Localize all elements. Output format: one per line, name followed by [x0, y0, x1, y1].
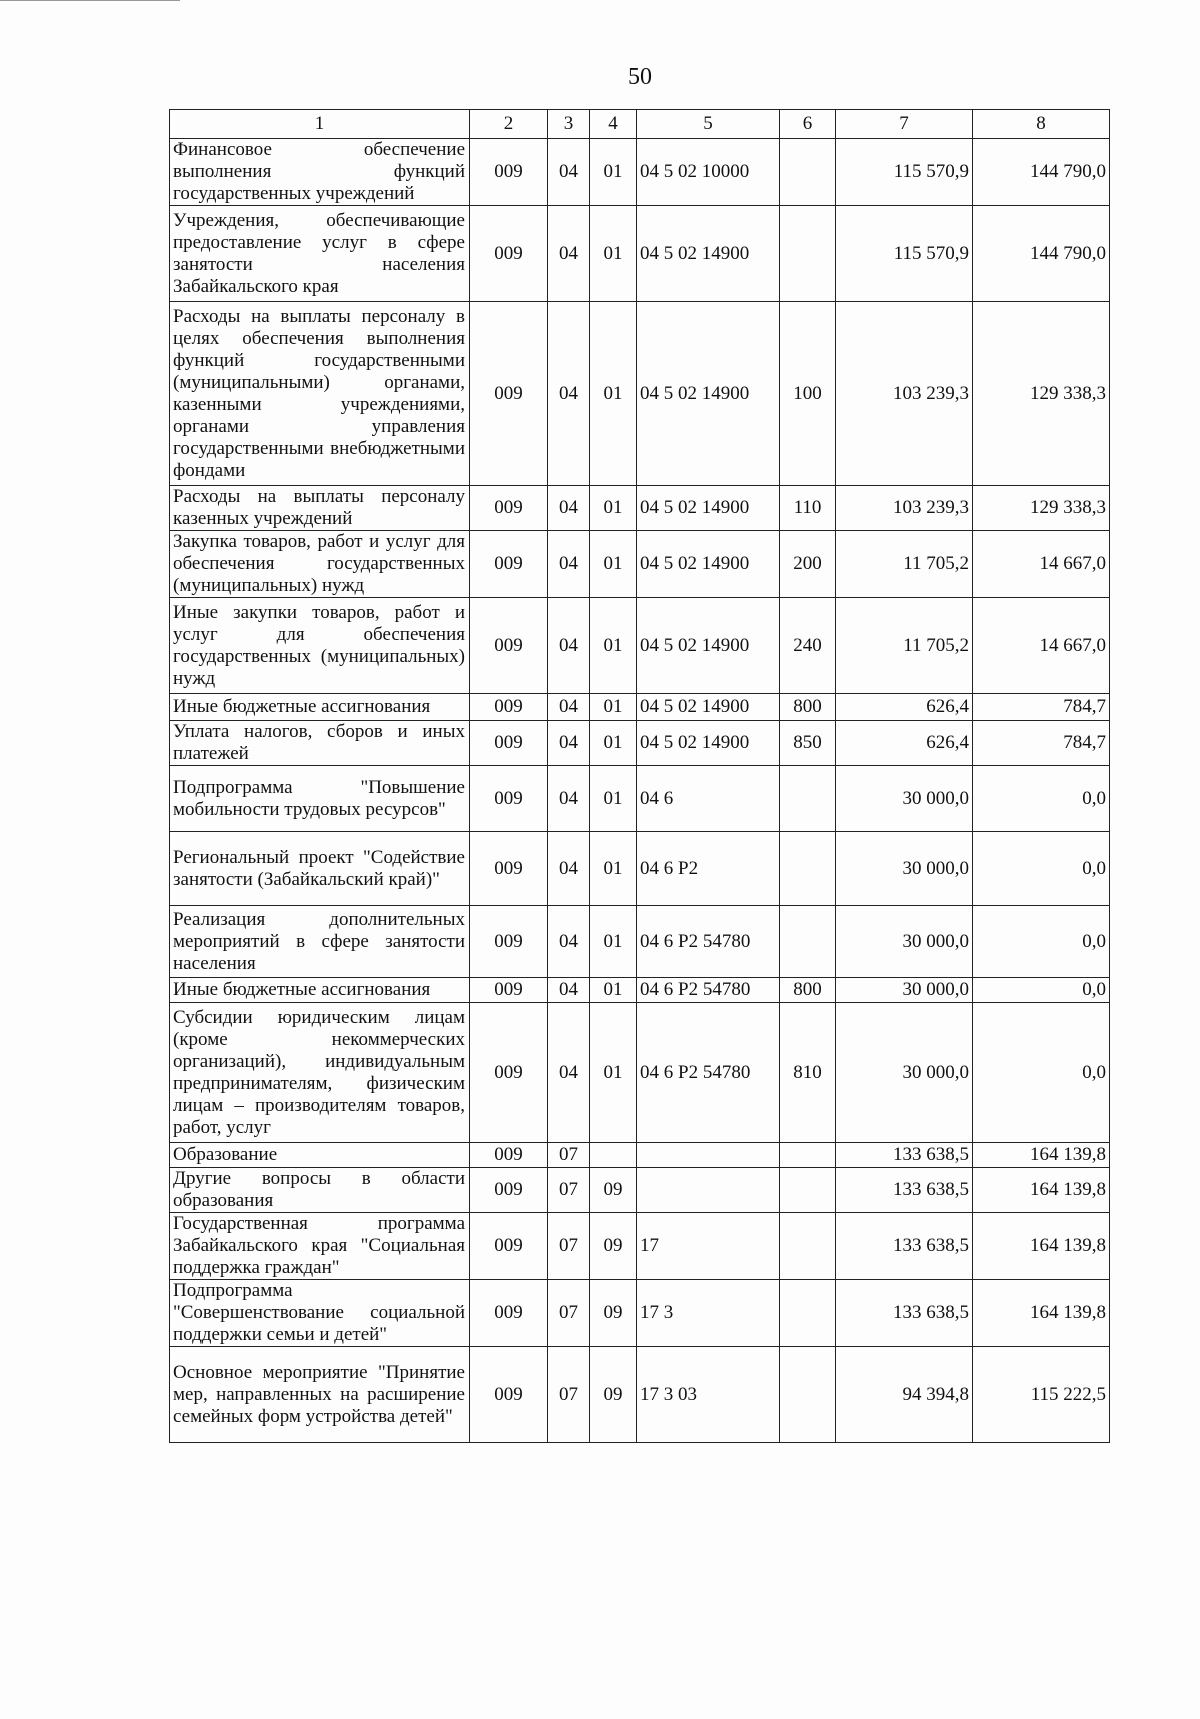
cell-target-article: 17 3	[637, 1280, 780, 1347]
budget-table	[169, 109, 1110, 1443]
cell-expense-type	[780, 1347, 836, 1443]
cell-admin-code: 009	[470, 978, 548, 1003]
table-row	[170, 139, 1110, 206]
table-header-row	[170, 110, 1110, 139]
column-header-2: 2	[470, 110, 548, 139]
cell-target-article: 04 6 P2	[637, 832, 780, 906]
cell-target-article: 04 5 02 10000	[637, 139, 780, 206]
cell-subsection: 01	[590, 1003, 637, 1143]
cell-admin-code: 009	[470, 694, 548, 721]
column-header-1: 1	[170, 110, 470, 139]
column-header-4: 4	[590, 110, 637, 139]
cell-name: Расходы на выплаты персоналу казенных учреждений	[170, 486, 470, 531]
cell-target-article: 04 6	[637, 766, 780, 832]
cell-expense-type	[780, 906, 836, 978]
cell-expense-type	[780, 206, 836, 302]
cell-target-article: 04 5 02 14900	[637, 694, 780, 721]
table-row	[170, 598, 1110, 694]
cell-target-article: 04 6 P2 54780	[637, 978, 780, 1003]
cell-target-article: 17	[637, 1213, 780, 1280]
cell-target-article: 04 6 P2 54780	[637, 1003, 780, 1143]
page-number: 50	[628, 64, 652, 90]
cell-admin-code: 009	[470, 832, 548, 906]
cell-amount-year1: 626,4	[836, 721, 973, 766]
table-row	[170, 1003, 1110, 1143]
table-row	[170, 1213, 1110, 1280]
cell-expense-type: 200	[780, 531, 836, 598]
cell-amount-year2: 14 667,0	[973, 531, 1110, 598]
cell-amount-year1: 103 239,3	[836, 486, 973, 531]
table-row	[170, 206, 1110, 302]
cell-admin-code: 009	[470, 906, 548, 978]
cell-target-article: 04 5 02 14900	[637, 531, 780, 598]
cell-amount-year2: 14 667,0	[973, 598, 1110, 694]
cell-section: 07	[548, 1213, 590, 1280]
cell-target-article	[637, 1143, 780, 1168]
cell-section: 04	[548, 721, 590, 766]
cell-name: Подпрограмма "Совершенствование социальной поддержки семьи и детей"	[170, 1280, 470, 1347]
cell-admin-code: 009	[470, 302, 548, 486]
cell-amount-year2: 129 338,3	[973, 486, 1110, 531]
cell-expense-type: 240	[780, 598, 836, 694]
cell-name: Реализация дополнительных мероприятий в сфере занятости населения	[170, 906, 470, 978]
cell-amount-year1: 11 705,2	[836, 531, 973, 598]
cell-amount-year2: 0,0	[973, 832, 1110, 906]
table-row	[170, 721, 1110, 766]
cell-name: Образование	[170, 1143, 470, 1168]
cell-section: 04	[548, 598, 590, 694]
cell-expense-type	[780, 1143, 836, 1168]
cell-subsection: 01	[590, 694, 637, 721]
cell-name: Субсидии юридическим лицам (кроме некоммерческих организаций), индивидуальным предпринимателям, физическим лицам – производителям товаров, работ, услуг	[170, 1003, 470, 1143]
cell-subsection: 01	[590, 978, 637, 1003]
cell-subsection: 01	[590, 721, 637, 766]
table-row	[170, 302, 1110, 486]
cell-target-article	[637, 1168, 780, 1213]
cell-target-article: 04 5 02 14900	[637, 598, 780, 694]
table-row	[170, 978, 1110, 1003]
cell-amount-year1: 103 239,3	[836, 302, 973, 486]
cell-amount-year2: 144 790,0	[973, 206, 1110, 302]
cell-amount-year2: 164 139,8	[973, 1213, 1110, 1280]
cell-amount-year2: 0,0	[973, 766, 1110, 832]
cell-subsection: 01	[590, 766, 637, 832]
cell-section: 04	[548, 486, 590, 531]
cell-section: 07	[548, 1143, 590, 1168]
cell-name: Расходы на выплаты персоналу в целях обеспечения выполнения функций государственными (муниципальными) органами, казенными учреждениями, органами управления государственными внебюджетными фондами	[170, 302, 470, 486]
cell-expense-type: 100	[780, 302, 836, 486]
cell-name: Иные закупки товаров, работ и услуг для обеспечения государственных (муниципальных) нужд	[170, 598, 470, 694]
cell-expense-type: 850	[780, 721, 836, 766]
cell-expense-type	[780, 766, 836, 832]
cell-subsection: 01	[590, 139, 637, 206]
cell-section: 04	[548, 1003, 590, 1143]
cell-amount-year1: 115 570,9	[836, 139, 973, 206]
cell-amount-year2: 115 222,5	[973, 1347, 1110, 1443]
cell-subsection: 01	[590, 206, 637, 302]
cell-expense-type: 110	[780, 486, 836, 531]
column-header-5: 5	[637, 110, 780, 139]
cell-section: 07	[548, 1347, 590, 1443]
cell-section: 04	[548, 906, 590, 978]
cell-admin-code: 009	[470, 598, 548, 694]
cell-amount-year1: 626,4	[836, 694, 973, 721]
cell-admin-code: 009	[470, 139, 548, 206]
cell-admin-code: 009	[470, 206, 548, 302]
cell-section: 04	[548, 139, 590, 206]
table-row	[170, 1347, 1110, 1443]
cell-subsection: 01	[590, 832, 637, 906]
cell-name: Региональный проект "Содействие занятости (Забайкальский край)"	[170, 832, 470, 906]
cell-admin-code: 009	[470, 1143, 548, 1168]
cell-admin-code: 009	[470, 766, 548, 832]
cell-target-article: 04 5 02 14900	[637, 486, 780, 531]
cell-subsection: 09	[590, 1347, 637, 1443]
cell-target-article: 04 5 02 14900	[637, 302, 780, 486]
cell-amount-year1: 133 638,5	[836, 1168, 973, 1213]
column-header-6: 6	[780, 110, 836, 139]
cell-amount-year2: 164 139,8	[973, 1168, 1110, 1213]
cell-amount-year2: 144 790,0	[973, 139, 1110, 206]
cell-name: Подпрограмма "Повышение мобильности трудовых ресурсов"	[170, 766, 470, 832]
cell-amount-year1: 30 000,0	[836, 832, 973, 906]
cell-section: 04	[548, 694, 590, 721]
cell-name: Уплата налогов, сборов и иных платежей	[170, 721, 470, 766]
cell-subsection: 09	[590, 1280, 637, 1347]
cell-amount-year2: 164 139,8	[973, 1280, 1110, 1347]
cell-amount-year1: 30 000,0	[836, 766, 973, 832]
cell-name: Иные бюджетные ассигнования	[170, 978, 470, 1003]
table-row	[170, 766, 1110, 832]
cell-expense-type	[780, 832, 836, 906]
cell-subsection: 09	[590, 1168, 637, 1213]
cell-amount-year1: 30 000,0	[836, 1003, 973, 1143]
cell-expense-type: 800	[780, 694, 836, 721]
table-row	[170, 832, 1110, 906]
table-row	[170, 694, 1110, 721]
cell-subsection: 01	[590, 302, 637, 486]
table-row	[170, 1168, 1110, 1213]
cell-name: Другие вопросы в области образования	[170, 1168, 470, 1213]
cell-name: Закупка товаров, работ и услуг для обеспечения государственных (муниципальных) нужд	[170, 531, 470, 598]
cell-target-article: 17 3 03	[637, 1347, 780, 1443]
cell-section: 04	[548, 531, 590, 598]
cell-expense-type: 810	[780, 1003, 836, 1143]
cell-section: 04	[548, 766, 590, 832]
cell-amount-year1: 94 394,8	[836, 1347, 973, 1443]
cell-subsection	[590, 1143, 637, 1168]
cell-section: 07	[548, 1168, 590, 1213]
cell-target-article: 04 6 P2 54780	[637, 906, 780, 978]
cell-amount-year2: 0,0	[973, 906, 1110, 978]
cell-admin-code: 009	[470, 721, 548, 766]
cell-admin-code: 009	[470, 1003, 548, 1143]
cell-admin-code: 009	[470, 1213, 548, 1280]
cell-admin-code: 009	[470, 531, 548, 598]
cell-amount-year1: 115 570,9	[836, 206, 973, 302]
table-row	[170, 531, 1110, 598]
cell-subsection: 09	[590, 1213, 637, 1280]
column-header-8: 8	[973, 110, 1110, 139]
table-row	[170, 906, 1110, 978]
cell-section: 07	[548, 1280, 590, 1347]
cell-name: Государственная программа Забайкальского края "Социальная поддержка граждан"	[170, 1213, 470, 1280]
cell-amount-year2: 784,7	[973, 721, 1110, 766]
cell-amount-year1: 11 705,2	[836, 598, 973, 694]
cell-expense-type: 800	[780, 978, 836, 1003]
cell-admin-code: 009	[470, 1168, 548, 1213]
cell-expense-type	[780, 1168, 836, 1213]
cell-amount-year1: 133 638,5	[836, 1143, 973, 1168]
cell-amount-year2: 164 139,8	[973, 1143, 1110, 1168]
cell-subsection: 01	[590, 531, 637, 598]
cell-target-article: 04 5 02 14900	[637, 721, 780, 766]
cell-amount-year2: 784,7	[973, 694, 1110, 721]
cell-admin-code: 009	[470, 486, 548, 531]
cell-admin-code: 009	[470, 1280, 548, 1347]
scan-edge-line	[0, 0, 180, 1]
cell-name: Финансовое обеспечение выполнения функций государственных учреждений	[170, 139, 470, 206]
cell-amount-year2: 129 338,3	[973, 302, 1110, 486]
table-row	[170, 1143, 1110, 1168]
cell-subsection: 01	[590, 906, 637, 978]
cell-section: 04	[548, 206, 590, 302]
cell-name: Основное мероприятие "Принятие мер, направленных на расширение семейных форм устройства детей"	[170, 1347, 470, 1443]
cell-expense-type	[780, 139, 836, 206]
cell-amount-year1: 133 638,5	[836, 1280, 973, 1347]
cell-section: 04	[548, 302, 590, 486]
cell-name: Учреждения, обеспечивающие предоставление услуг в сфере занятости населения Забайкальского края	[170, 206, 470, 302]
table-row	[170, 1280, 1110, 1347]
cell-subsection: 01	[590, 598, 637, 694]
cell-target-article: 04 5 02 14900	[637, 206, 780, 302]
cell-amount-year2: 0,0	[973, 1003, 1110, 1143]
cell-section: 04	[548, 832, 590, 906]
cell-amount-year1: 30 000,0	[836, 978, 973, 1003]
cell-expense-type	[780, 1280, 836, 1347]
cell-expense-type	[780, 1213, 836, 1280]
cell-name: Иные бюджетные ассигнования	[170, 694, 470, 721]
cell-amount-year1: 30 000,0	[836, 906, 973, 978]
table-row	[170, 486, 1110, 531]
cell-subsection: 01	[590, 486, 637, 531]
cell-amount-year2: 0,0	[973, 978, 1110, 1003]
cell-section: 04	[548, 978, 590, 1003]
column-header-7: 7	[836, 110, 973, 139]
cell-admin-code: 009	[470, 1347, 548, 1443]
column-header-3: 3	[548, 110, 590, 139]
cell-amount-year1: 133 638,5	[836, 1213, 973, 1280]
